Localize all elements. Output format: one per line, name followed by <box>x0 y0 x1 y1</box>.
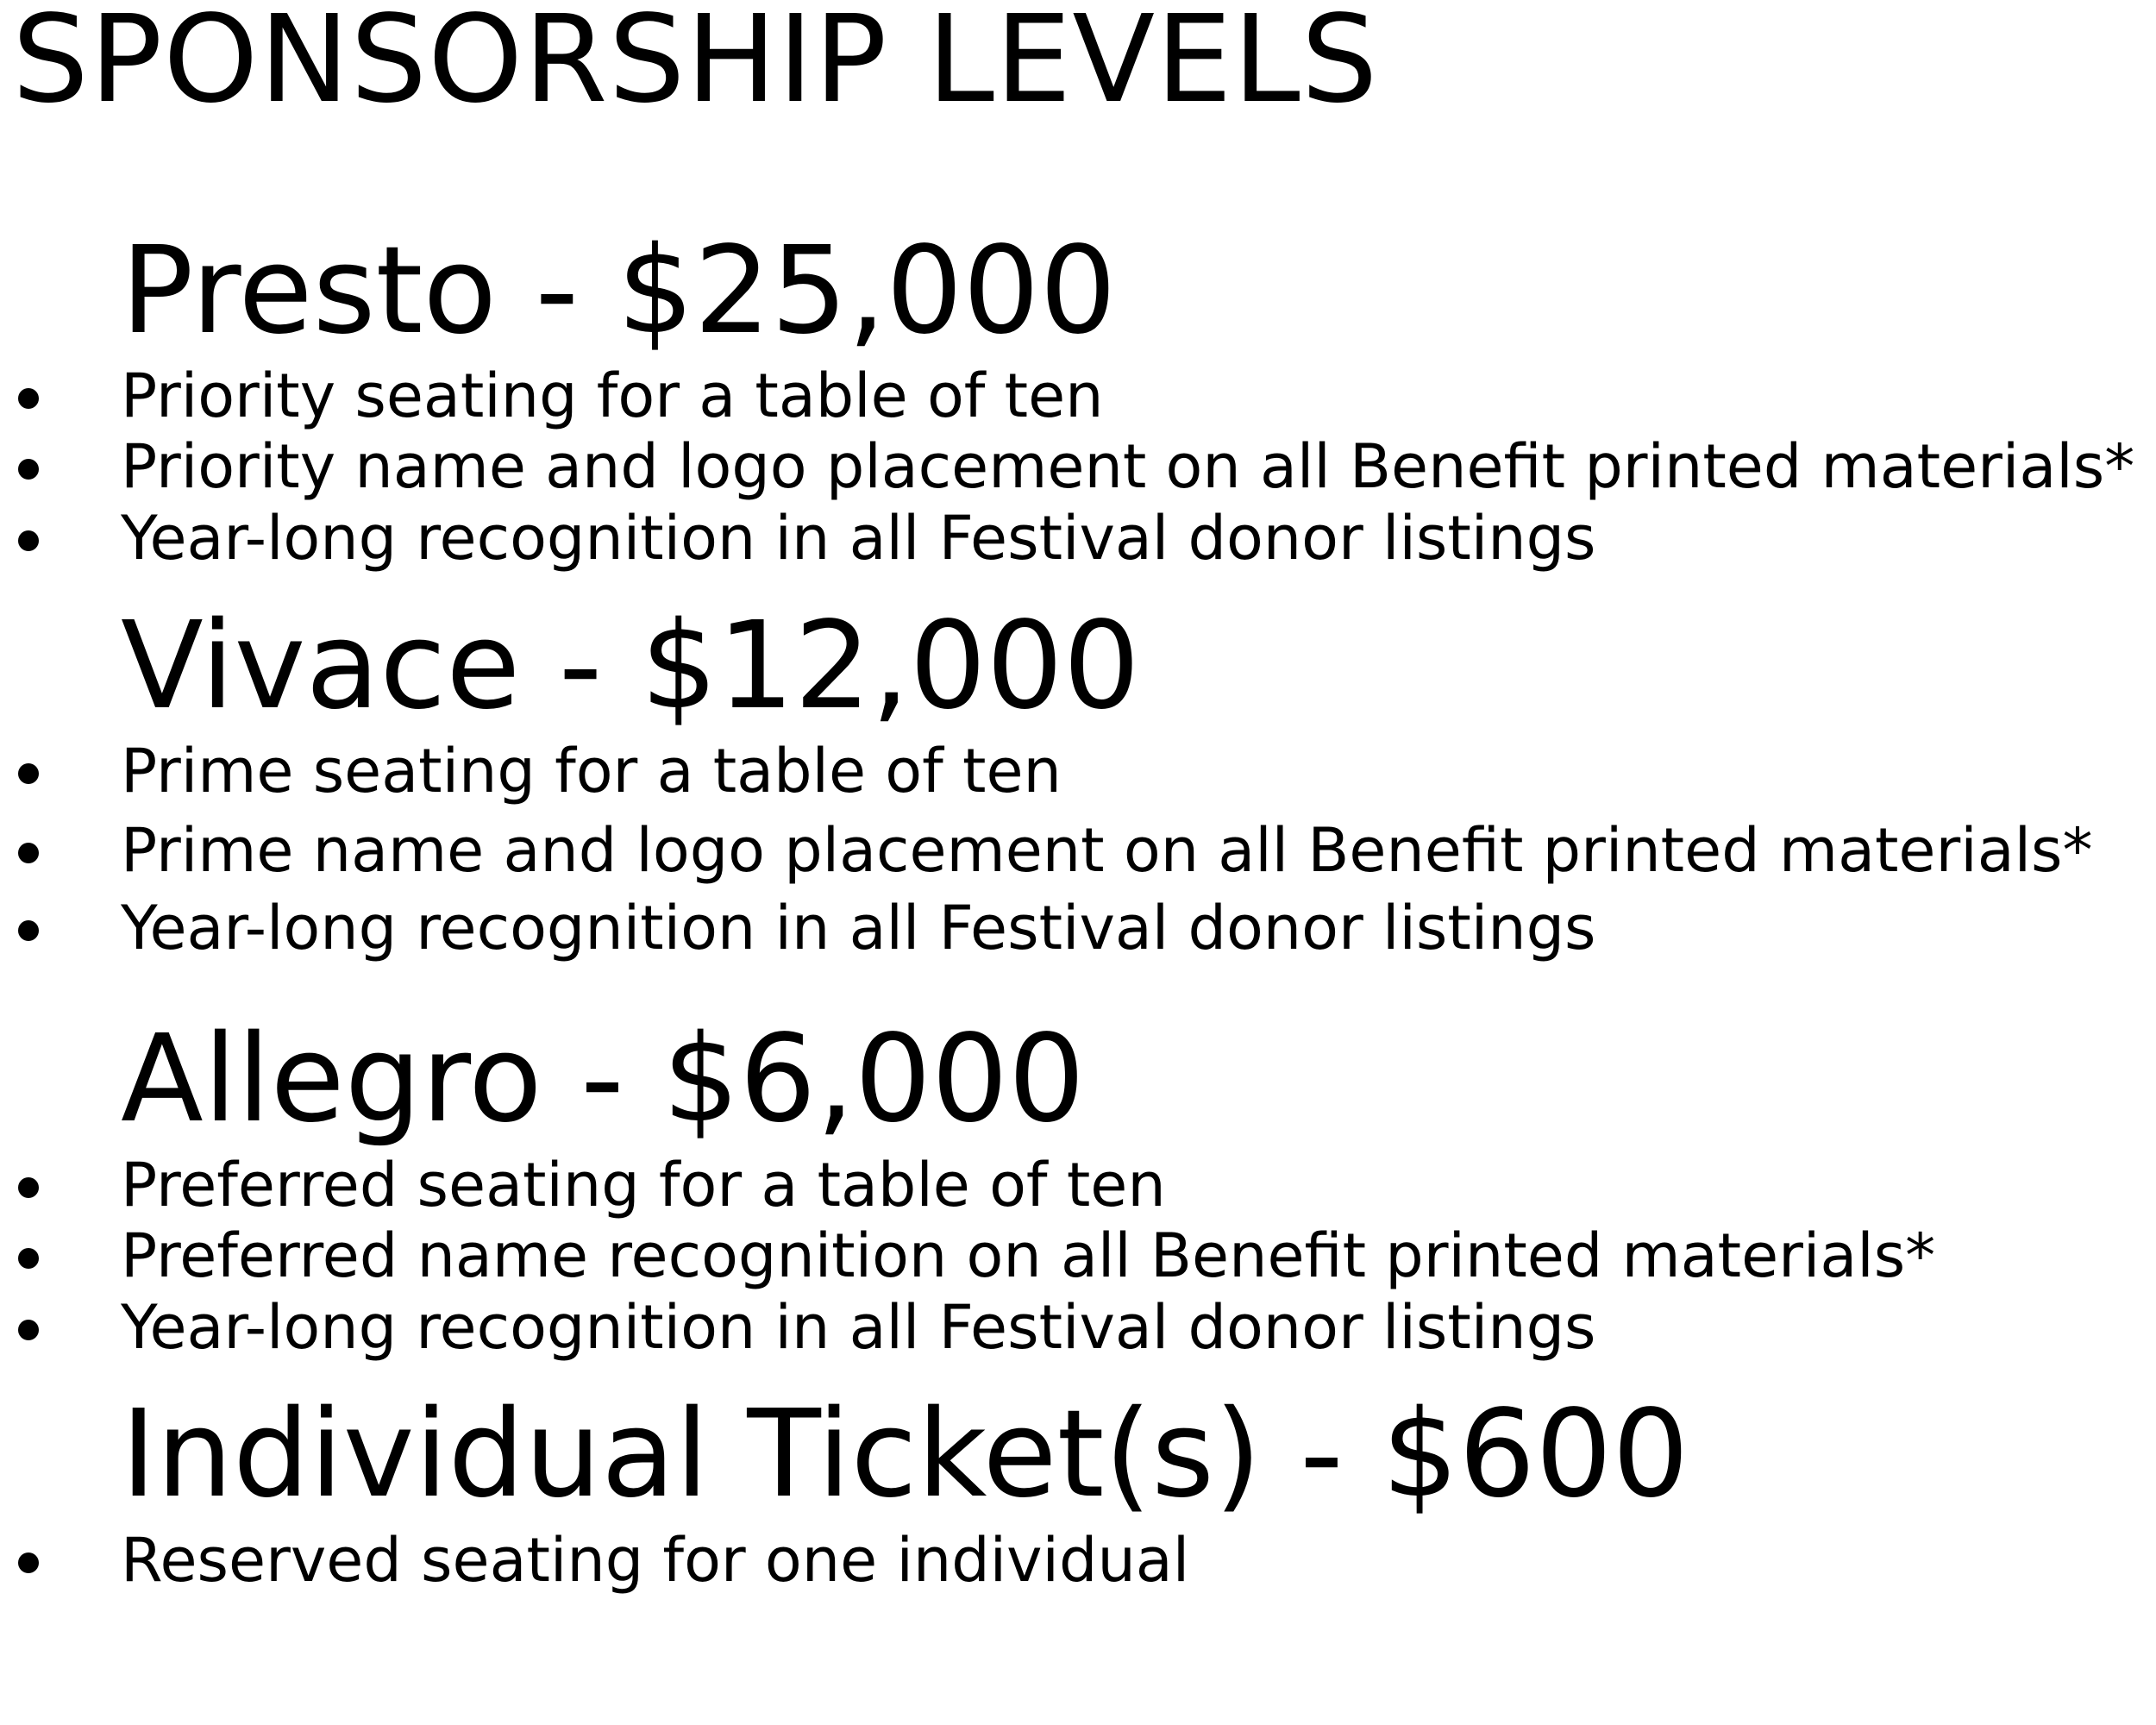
bullet-dot-icon <box>18 843 39 863</box>
bullet-dot-icon <box>18 1320 39 1340</box>
list-item <box>0 1525 2156 1603</box>
benefit-text: Year-long recognition in all Festival donor listings <box>121 503 1596 574</box>
bullet-dot-icon <box>18 1552 39 1573</box>
bullet-dot-icon <box>18 459 39 480</box>
list-item <box>0 893 2156 970</box>
bullet-dot-icon <box>18 1177 39 1198</box>
level-heading-presto: Presto - $25,000 <box>121 221 1117 361</box>
bullet-dot-icon <box>18 388 39 409</box>
list-item <box>0 431 2156 509</box>
bullet-dot-icon <box>18 920 39 941</box>
level-heading-allegro: Allegro - $6,000 <box>121 1009 1086 1150</box>
bullet-dot-icon <box>18 530 39 551</box>
benefit-text: Priority seating for a table of ten <box>121 361 1104 431</box>
benefit-text: Preferred name recognition on all Benefit printed materials* <box>121 1220 1936 1291</box>
benefit-text: Prime name and logo placement on all Benefit printed materials* <box>121 815 2093 886</box>
benefit-text: Prime seating for a table of ten <box>121 736 1062 806</box>
bullet-dot-icon <box>18 1248 39 1269</box>
level-heading-vivace: Vivace - $12,000 <box>121 596 1140 737</box>
bullet-dot-icon <box>18 763 39 784</box>
list-item <box>0 361 2156 438</box>
benefit-text: Preferred seating for a table of ten <box>121 1150 1166 1220</box>
list-item <box>0 503 2156 580</box>
level-heading-individual: Individual Ticket(s) - $600 <box>121 1384 1689 1525</box>
benefit-text: Year-long recognition in all Festival donor listings <box>121 1292 1596 1363</box>
list-item <box>0 815 2156 893</box>
list-item <box>0 1220 2156 1298</box>
list-item <box>0 1150 2156 1227</box>
benefit-text: Priority name and logo placement on all Benefit printed materials* <box>121 431 2135 502</box>
benefit-text: Reserved seating for one individual <box>121 1525 1190 1596</box>
benefit-text: Year-long recognition in all Festival donor listings <box>121 893 1596 963</box>
list-item <box>0 1292 2156 1370</box>
list-item <box>0 736 2156 813</box>
page-title: SPONSORSHIP LEVELS <box>12 0 1379 130</box>
